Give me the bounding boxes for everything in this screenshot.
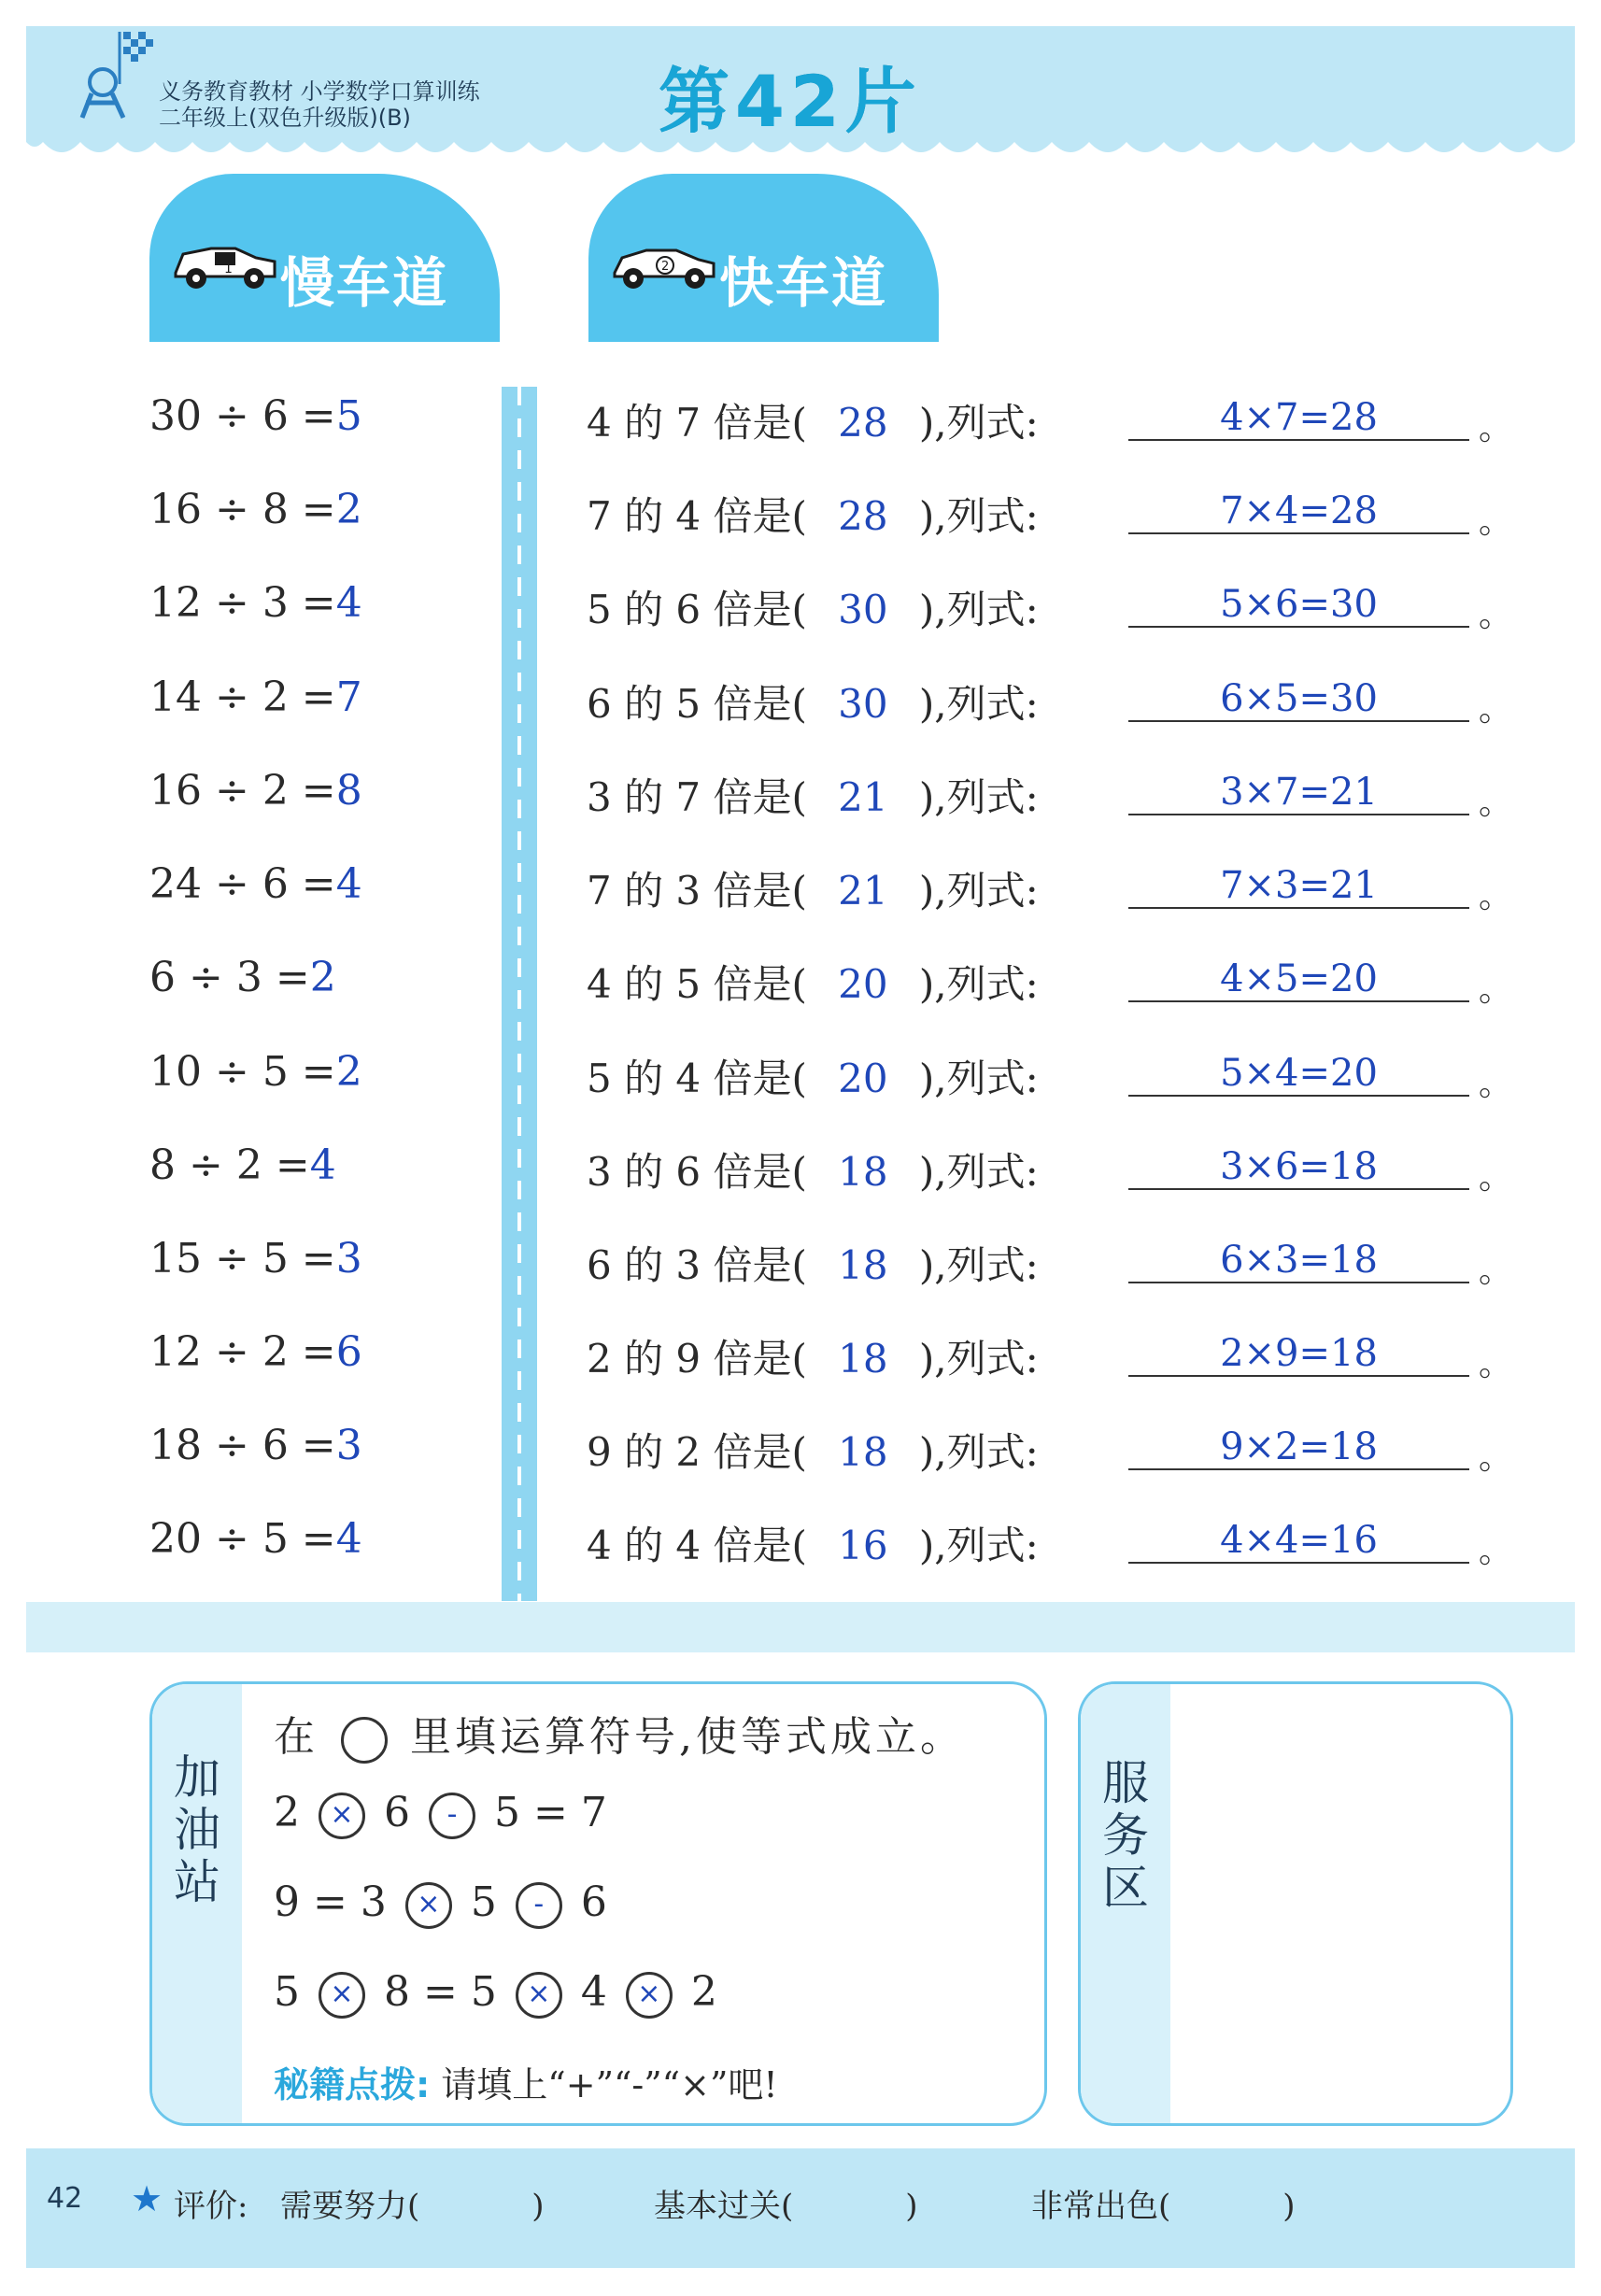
formula-answer: 7×3=21	[1128, 864, 1469, 909]
fast-lane-row	[587, 1422, 1521, 1478]
slow-lane-row	[149, 860, 486, 916]
equation-part: 5	[470, 1878, 497, 1926]
formula-answer: 5×4=20	[1128, 1052, 1469, 1097]
answer: 2	[309, 954, 336, 1001]
blank-answer: 21	[838, 868, 888, 914]
evaluation-close: )	[531, 2188, 545, 2225]
division-expression: 8 ÷ 2 =	[149, 1141, 310, 1189]
question-text: 6 的 5 倍是(	[587, 681, 807, 727]
question-text: 4 的 5 倍是(	[587, 961, 807, 1007]
formula-label: ),列式:	[918, 493, 1039, 539]
question-text: 3 的 6 倍是(	[587, 1149, 807, 1195]
blank-answer: 28	[838, 400, 888, 446]
slow-lane-title: 慢车道	[280, 251, 449, 315]
end-mark: 。	[1479, 877, 1513, 915]
answer: 3	[335, 1235, 362, 1283]
question-text: 2 的 9 倍是(	[587, 1336, 807, 1382]
end-mark: 。	[1479, 1532, 1513, 1570]
blank-answer: 18	[838, 1149, 888, 1195]
evaluation-close: )	[1282, 2188, 1296, 2225]
evaluation-option-needs-effort[interactable]	[280, 2180, 545, 2226]
formula-answer: 7×4=28	[1128, 489, 1469, 534]
question-text: 5 的 6 倍是(	[587, 587, 807, 632]
slow-lane-tab	[149, 174, 500, 342]
evaluation-text: 需要努力(	[280, 2188, 420, 2225]
end-mark: 。	[1479, 784, 1513, 822]
operator-circle[interactable]: ×	[626, 1972, 673, 2019]
equation-part: 9 = 3	[274, 1878, 387, 1926]
formula-label: ),列式:	[918, 1056, 1039, 1101]
lane-divider	[502, 387, 537, 1601]
answer: 4	[309, 1141, 336, 1189]
formula-answer: 6×5=30	[1128, 677, 1469, 722]
formula-label: ),列式:	[918, 774, 1039, 820]
book-title-line2: 二年级上(双色升级版)(B)	[159, 105, 411, 131]
page-title: 第42片	[659, 60, 922, 143]
fast-lane-row	[587, 1141, 1521, 1198]
formula-label: ),列式:	[918, 587, 1039, 632]
slow-lane-row	[149, 392, 486, 448]
fast-lane-row	[587, 954, 1521, 1010]
evaluation-text: 基本过关(	[654, 2188, 794, 2225]
equation-part: 6	[580, 1878, 607, 1926]
service-box	[1078, 1681, 1513, 2126]
equation-row	[274, 1968, 717, 2019]
division-expression: 20 ÷ 5 =	[149, 1515, 336, 1563]
formula-answer: 5×6=30	[1128, 583, 1469, 628]
division-expression: 6 ÷ 3 =	[149, 954, 310, 1001]
end-mark: 。	[1479, 1252, 1513, 1290]
question-text: 7 的 3 倍是(	[587, 868, 807, 914]
fast-lane-row	[587, 767, 1521, 823]
slow-lane-row	[149, 954, 486, 1010]
blank-answer: 18	[838, 1429, 888, 1475]
formula-label: ),列式:	[918, 961, 1039, 1007]
question-text: 5 的 4 倍是(	[587, 1056, 807, 1101]
fast-lane-row	[587, 1328, 1521, 1384]
fast-lane-title: 快车道	[719, 251, 888, 315]
fast-lane-row	[587, 392, 1521, 448]
tip-text: 请填上“+”“-”“×”吧!	[441, 2064, 778, 2105]
operator-circle[interactable]: ×	[319, 1793, 365, 1839]
division-expression: 18 ÷ 6 =	[149, 1422, 336, 1469]
service-title: 服务区	[1102, 1756, 1149, 1915]
formula-label: ),列式:	[918, 400, 1039, 446]
division-expression: 10 ÷ 5 =	[149, 1048, 336, 1096]
practice-instruction	[274, 1703, 965, 1764]
end-mark: 。	[1479, 1439, 1513, 1477]
slow-lane-row	[149, 579, 486, 635]
race-car-icon	[609, 234, 719, 293]
slow-lane-row	[149, 673, 486, 730]
tip-label: 秘籍点拨:	[274, 2064, 431, 2105]
formula-answer: 4×4=16	[1128, 1519, 1469, 1564]
slow-lane-row	[149, 1048, 486, 1104]
formula-label: ),列式:	[918, 1336, 1039, 1382]
equation-part: 6	[384, 1789, 410, 1836]
section-band	[26, 1602, 1575, 1652]
blank-answer: 20	[838, 1056, 888, 1101]
formula-label: ),列式:	[918, 868, 1039, 914]
service-sidebar	[1081, 1684, 1170, 2123]
evaluation-close: )	[905, 2188, 918, 2225]
answer: 6	[335, 1328, 362, 1376]
evaluation-text: 非常出色(	[1031, 2188, 1171, 2225]
division-expression: 30 ÷ 6 =	[149, 392, 336, 440]
fast-lane-tab	[588, 174, 939, 342]
instruction-text-b: 里填运算符号,使等式成立。	[410, 1713, 965, 1761]
formula-answer: 6×3=18	[1128, 1239, 1469, 1283]
formula-label: ),列式:	[918, 1149, 1039, 1195]
svg-text:1: 1	[224, 262, 233, 276]
division-expression: 16 ÷ 8 =	[149, 486, 336, 533]
division-expression: 14 ÷ 2 =	[149, 673, 336, 721]
formula-answer: 4×7=28	[1128, 396, 1469, 441]
empty-circle-icon	[341, 1717, 388, 1764]
formula-label: ),列式:	[918, 1523, 1039, 1568]
formula-answer: 3×6=18	[1128, 1145, 1469, 1190]
equation-part: 2	[690, 1968, 717, 2016]
end-mark: 。	[1479, 596, 1513, 634]
fast-lane-row	[587, 860, 1521, 916]
answer: 8	[335, 767, 362, 815]
question-text: 7 的 4 倍是(	[587, 493, 807, 539]
fast-lane-row	[587, 1048, 1521, 1104]
answer: 5	[335, 392, 362, 440]
end-mark: 。	[1479, 971, 1513, 1009]
answer: 2	[335, 486, 362, 533]
blank-answer: 16	[838, 1523, 888, 1568]
instruction-text-a: 在	[274, 1713, 319, 1761]
blank-answer: 30	[838, 681, 888, 727]
question-text: 4 的 7 倍是(	[587, 400, 807, 446]
star-icon: ★	[131, 2178, 163, 2219]
slow-lane-row	[149, 1235, 486, 1291]
fast-lane-row	[587, 673, 1521, 730]
end-mark: 。	[1479, 690, 1513, 729]
operator-circle[interactable]: -	[516, 1882, 562, 1929]
svg-text:2: 2	[661, 260, 670, 274]
slow-lane-row	[149, 1328, 486, 1384]
question-text: 3 的 7 倍是(	[587, 774, 807, 820]
evaluation-label: 评价:	[174, 2188, 248, 2225]
formula-answer: 9×2=18	[1128, 1425, 1469, 1470]
fast-lane-row	[587, 486, 1521, 542]
operator-circle[interactable]: ×	[516, 1972, 562, 2019]
blank-answer: 18	[838, 1336, 888, 1382]
blank-answer: 30	[838, 587, 888, 632]
fast-lane-row	[587, 1515, 1521, 1571]
page-number: 42	[47, 2182, 83, 2215]
end-mark: 。	[1479, 1158, 1513, 1197]
equation-part: 5 = 7	[494, 1789, 607, 1836]
formula-answer: 3×7=21	[1128, 771, 1469, 815]
equation-part: 2	[274, 1789, 300, 1836]
formula-label: ),列式:	[918, 1429, 1039, 1475]
race-car-icon	[170, 234, 280, 293]
division-expression: 16 ÷ 2 =	[149, 767, 336, 815]
practice-title: 加油站	[174, 1750, 220, 1909]
end-mark: 。	[1479, 503, 1513, 541]
slow-lane-row	[149, 1141, 486, 1198]
operator-circle[interactable]: ×	[405, 1882, 452, 1929]
division-expression: 24 ÷ 6 =	[149, 860, 336, 908]
fast-lane-row	[587, 1235, 1521, 1291]
answer: 7	[335, 673, 362, 721]
formula-answer: 4×5=20	[1128, 957, 1469, 1002]
formula-label: ),列式:	[918, 1242, 1039, 1288]
end-mark: 。	[1479, 409, 1513, 447]
operator-circle[interactable]: -	[429, 1793, 475, 1839]
answer: 4	[335, 1515, 362, 1563]
question-text: 9 的 2 倍是(	[587, 1429, 807, 1475]
division-expression: 12 ÷ 3 =	[149, 579, 336, 627]
slow-lane-row	[149, 1422, 486, 1478]
operator-circle[interactable]: ×	[319, 1972, 365, 2019]
slow-lane-row	[149, 1515, 486, 1571]
blank-answer: 21	[838, 774, 888, 820]
equation-row	[274, 1878, 607, 1929]
end-mark: 。	[1479, 1065, 1513, 1103]
blank-answer: 20	[838, 961, 888, 1007]
tip-line	[274, 2056, 778, 2107]
mascot-logo-icon	[75, 28, 168, 131]
blank-answer: 18	[838, 1242, 888, 1288]
formula-label: ),列式:	[918, 681, 1039, 727]
evaluation-option-pass[interactable]	[654, 2180, 918, 2226]
answer: 4	[335, 860, 362, 908]
evaluation-option-excellent[interactable]	[1031, 2180, 1296, 2226]
slow-lane-row	[149, 767, 486, 823]
answer: 4	[335, 579, 362, 627]
end-mark: 。	[1479, 1345, 1513, 1383]
equation-row	[274, 1789, 607, 1839]
practice-box	[149, 1681, 1047, 2126]
blank-answer: 28	[838, 493, 888, 539]
equation-part: 8 = 5	[384, 1968, 497, 2016]
answer: 3	[335, 1422, 362, 1469]
formula-answer: 2×9=18	[1128, 1332, 1469, 1377]
practice-sidebar	[152, 1684, 242, 2123]
division-expression: 15 ÷ 5 =	[149, 1235, 336, 1283]
slow-lane-row	[149, 486, 486, 542]
division-expression: 12 ÷ 2 =	[149, 1328, 336, 1376]
equation-part: 4	[580, 1968, 607, 2016]
question-text: 4 的 4 倍是(	[587, 1523, 807, 1568]
book-title-line1: 义务教育教材 小学数学口算训练	[159, 78, 480, 105]
answer: 2	[335, 1048, 362, 1096]
question-text: 6 的 3 倍是(	[587, 1242, 807, 1288]
fast-lane-row	[587, 579, 1521, 635]
equation-part: 5	[274, 1968, 300, 2016]
